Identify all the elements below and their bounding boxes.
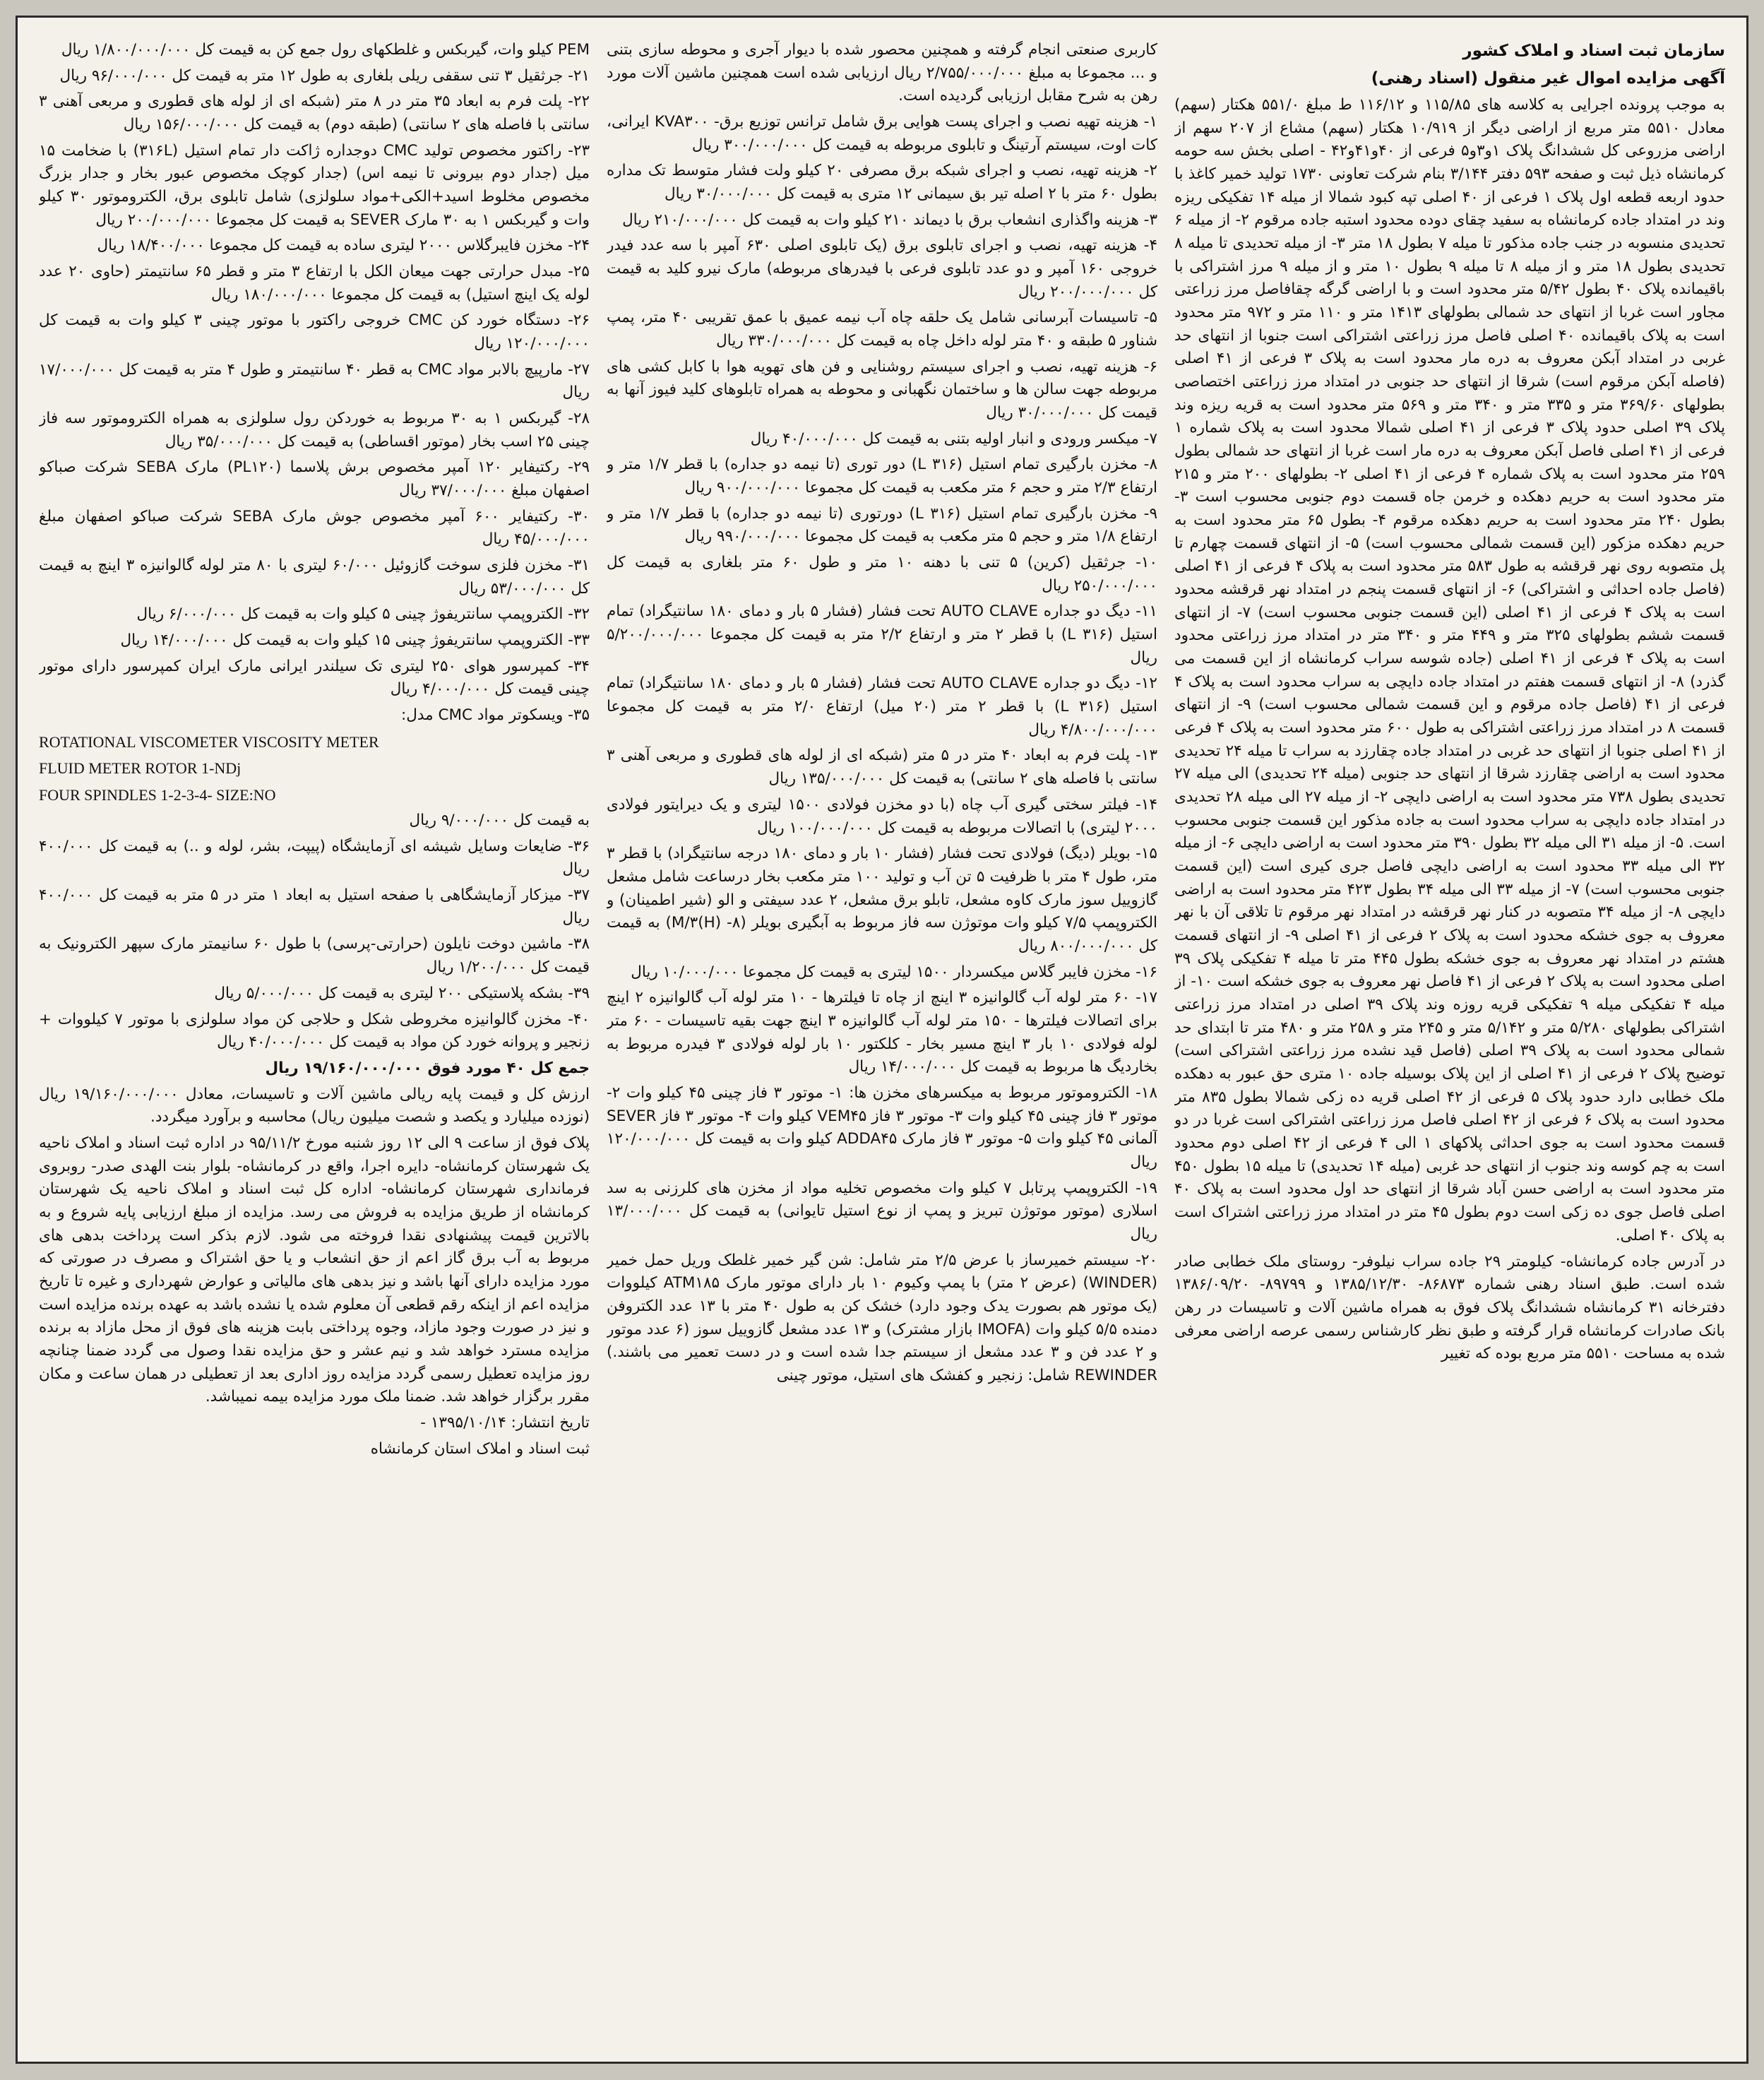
ad-item: ۱۷- ۶۰ متر لوله آب گالوانیزه ۳ اینچ از چاه تا فیلترها - ۱۰ متر لوله آب گالوانیزه ۲ اینچ برای اتصالات فیلترها - ۱۵۰ متر لوله آب گالوانیزه ۳ اینچ جهت بقیه تاسیسات - ۶۰ متر لوله فولادی ۱۰ بار ۳ اینچ مسیر بخار - کلکتور ۱۰ بار لوله فولادی ۳ فیدره مربوط به بخاردیگ ها مربوط به قیمت کل ۱۴/۰۰۰/۰۰۰ ریال bbox=[607, 989, 1157, 1076]
ad-item: ۴- هزینه تهیه، نصب و اجرای تابلوی برق (یک تابلوی اصلی ۶۳۰ آمپر با سه عدد فیدر خروجی ۱۶۰ آمپر و دو عدد تابلوی فرعی با فیدرهای مربوطه) مارک نیرو کلید به قیمت کل ۲۰۰/۰۰۰/۰۰۰ ریال bbox=[607, 237, 1157, 301]
ad-item: ۱۹- الکتروپمپ پرتابل ۷ کیلو وات مخصوص تخلیه مواد از مخزن های کلرزنی به سد اسلاری (موتور موتوژن تبریز و پمپ از نوع استیل تایوانی) به قیمت کل ۱۳/۰۰۰/۰۰۰ ریال bbox=[607, 1179, 1157, 1243]
ad-item: ۱۴- فیلتر سختی گیری آب چاه (با دو مخزن فولادی ۱۵۰۰ لیتری و یک دیرایتور فولادی ۲۰۰۰ لیتری) با اتصالات مربوطه به قیمت کل ۱۰۰/۰۰۰/۰۰۰ ریال bbox=[607, 795, 1157, 837]
ad-item: ۳۱- مخزن فلزی سوخت گازوئیل ۶۰/۰۰۰ لیتری با ۸۰ متر لوله گالوانیزه ۳ اینچ به قیمت کل ۵۳/۰۰۰/۰۰۰ ریال bbox=[39, 557, 590, 598]
ad-item: ۳۸- ماشین دوخت نایلون (حرارتی-پرسی) با طول ۶۰ سانیمتر مارک سپهر الکترونیک به قیمت کل ۱/۲۰۰/۰۰۰ ریال bbox=[39, 935, 590, 977]
ad-item: ۲۲- پلت فرم به ابعاد ۳۵ متر در ۸ متر (شبکه ای از لوله های قطوری و مربعی آهنی ۳ سانتی با فاصله های ۲ سانتی) (طبقه دوم) به قیمت کل ۱۵۶/۰۰۰/۰۰۰ ریال bbox=[39, 93, 590, 134]
ad-title: آگهی مزایده اموال غیر منقول (اسناد رهنی) bbox=[1371, 69, 1725, 88]
org-name: سازمان ثبت اسناد و املاک کشور bbox=[1462, 42, 1725, 60]
viscometer-model: ROTATIONAL VISCOMETER VISCOSITY METER bbox=[39, 732, 379, 751]
ad-item: ۲۷- مارپیچ بالابر مواد CMC به قطر ۴۰ سانتیمتر و طول ۴ متر به قیمت کل ۱۷/۰۰۰/۰۰۰ ریال bbox=[39, 360, 590, 402]
column-right bbox=[1174, 39, 1725, 2040]
auction-terms: ارزش کل و قیمت پایه ریالی ماشین آلات و تاسیسات، معادل ۱۹/۱۶۰/۰۰۰/۰۰۰ ریال (نوزده میلیارد و یکصد و شصت میلیون ریال) محاسبه و برآورد میگردد. bbox=[39, 1085, 590, 1127]
ad-item: PEM کیلو وات، گیربکس و غلطکهای رول جمع کن به قیمت کل ۱/۸۰۰/۰۰۰/۰۰۰ ریال bbox=[61, 41, 590, 59]
ad-item: ۴۰- مخزن گالوانیزه مخروطی شکل و حلاجی کن مواد سلولزی با موتور ۷ کیلووات + زنجیر و پروانه خورد کن مواد به قیمت کل ۴۰/۰۰۰/۰۰۰ ریال bbox=[39, 1010, 590, 1052]
ad-item: ۳۹- بشکه پلاستیکی ۲۰۰ لیتری به قیمت کل ۵/۰۰۰/۰۰۰ ریال bbox=[214, 984, 590, 1002]
ad-item: ۲۰- سیستم خمیرساز با عرض ۲/۵ متر شامل: شن گیر خمیر غلطک وریل حمل خمیر (WINDER) (عرض ۲ متر) با پمپ وکیوم ۱۰ بار دارای موتور مارک ATM۱۸۵ کیلووات (یک موتور هم بصورت یدک وجود دارد) خشک کن به طول ۴۰ متر با ۱۳ عدد الکتروفن دمنده ۵/۵ کیلو وات (IMOFA بازار مشترک) و ۱۳ عدد مشعل گازوییل سوز (۶ عدد موتور و ۲ عدد فن و ۳ عدد مشعل از سیستم جدا شده است و در دست تعمیر می باشند.) REWINDER شامل: زنجیر و کفشک های استیل، موتور چینی bbox=[607, 1251, 1157, 1384]
ad-item: ۹- مخزن بارگیری تمام استیل (۳۱۶ L) دورتوری (تا نیمه دو جداره) با قطر ۱/۷ متر و ارتفاع ۱/۸ متر و حجم ۵ متر مکعب به قیمت کل مجموعا ۹۹۰/۰۰۰/۰۰۰ ریال bbox=[607, 504, 1157, 546]
ad-item: ۵- تاسیسات آبرسانی شامل یک حلقه چاه آب نیمه عمیق با عمق تقریبی ۴۰ متر، پمپ شناور ۵ طبقه و ۴۰ متر لوله داخل چاه به قیمت کل ۳۳۰/۰۰۰/۰۰۰ ریال bbox=[607, 309, 1157, 350]
ad-item: ۳۲- الکتروپمپ سانتریفوژ چینی ۵ کیلو وات به قیمت کل ۶/۰۰۰/۰۰۰ ریال bbox=[136, 605, 590, 624]
viscometer-model: FLUID METER ROTOR 1-NDj bbox=[39, 759, 242, 778]
ad-item: ۱۰- جرثقیل (کرین) ۵ تنی با دهنه ۱۰ متر و طول ۶۰ متر بلغاری به قیمت کل ۲۵۰/۰۰۰/۰۰۰ ریال bbox=[607, 554, 1157, 595]
newspaper-page bbox=[16, 16, 1748, 2064]
ad-item: ۲۹- رکتیفایر ۱۲۰ آمپر مخصوص برش پلاسما (PL۱۲۰) مارک SEBA شرکت صباکو اصفهان مبلغ ۳۷/۰۰۰/۰۰۰ ریال bbox=[39, 458, 590, 500]
viscometer-model: FOUR SPINDLES 1-2-3-4- SIZE:NO bbox=[39, 785, 276, 804]
ad-item: کاربری صنعتی انجام گرفته و همچنین محصور شده با دیوار آجری و محوطه سازی بتنی و ... مجموعا به مبلغ ۲/۷۵۵/۰۰۰/۰۰۰ ریال ارزیابی شده است همچنین ماشین آلات مورد رهن به شرح مقابل ارزیابی گردیده است. bbox=[607, 41, 1157, 105]
ad-item: ۳۳- الکتروپمپ سانتریفوژ چینی ۱۵ کیلو وات به قیمت کل ۱۴/۰۰۰/۰۰۰ ریال bbox=[120, 631, 590, 650]
ad-item: ۲۶- دستگاه خورد کن CMC خروجی راکتور با موتور چینی ۳ کیلو وات به قیمت کل ۱۲۰/۰۰۰/۰۰۰ ریال bbox=[39, 311, 590, 353]
ad-item: ۱۸- الکتروموتور مربوط به میکسرهای مخزن ها: ۱- موتور ۳ فاز چینی ۴۵ کیلو وات ۲- موتور ۳ فاز چینی ۴۵ کیلو وات ۳- موتور ۳ فاز VEM۴۵ کیلو وات ۴- موتور ۳ فاز SEVER آلمانی ۴۵ کیلو وات ۵- موتور ۳ فاز مارک ADDA۴۵ کیلو وات به قیمت کل ۱۲۰/۰۰۰/۰۰۰ ریال bbox=[607, 1083, 1157, 1171]
ad-item: ۲۳- راکتور مخصوص تولید CMC دوجداره ژاکت دار تمام استیل (۳۱۶L) با ضخامت ۱۵ میل (جدار دوم بیرونی تا نیمه اس) (جدار کوچک مخصوص عبور بخار و جدار بزرگ مخصوص مخلوط اسید+الکی+مواد سلولزی) شامل تابلوی برق، الکتروموتور ۳۰ کیلو وات و گیربکس ۱ به ۳۰ مارک SEVER به قیمت کل مجموعا ۲۰۰/۰۰۰/۰۰۰ ریال bbox=[39, 141, 590, 229]
ad-columns bbox=[39, 39, 1725, 2040]
ad-item: ۱۲- دیگ دو جداره AUTO CLAVE تحت فشار (فشار ۵ بار و دمای ۱۸۰ سانتیگراد) تمام استیل (۳۱۶ L) با قطر ۲ متر (۲۰ میل) ارتفاع ۲/۰ متر به قیمت کل مجموعا ۴/۸۰۰/۰۰۰/۰۰۰ ریال bbox=[607, 674, 1157, 739]
ad-item: ۳۷- میزکار آزمایشگاهی با صفحه استیل به ابعاد ۱ متر در ۵ متر به قیمت کل ۴۰۰/۰۰۰ ریال bbox=[39, 886, 590, 927]
property-description: به موجب پرونده اجرایی به کلاسه های ۱۱۵/۸۵ و ۱۱۶/۱۲ ط مبلغ ۵۵۱/۰ هکتار (سهم) معادل ۵۵۱۰ متر مربع از اراضی دیگر از ۱۰/۹۱۹ هکتار (سهم) مشاع از ۲۰۷ سهم از اراضی مزروعی کل ششدانگ پلاک ۱و۳و۵ فرعی از ۴۰و۴۱و۴۲ - اصلی بخش سه حومه کرمانشاه ذیل ثبت و صفحه ۵۹۳ دفتر ۳/۱۴۴ بنام شرکت تعاونی ۱۷۳۰ تولید خمیر کاغذ با حدود اربعه قطعه اول پلاک ۱ فرعی از ۴۰ اصلی تپه کبود شمالا از میله ۱۴ تفکیکی ریزه وند در امتداد جاده کرمانشاه به سفید چقای دوده محدود استبه جاده مرقوم ۲- از میله ۶ تحدیدی منسوبه در جنب جاده مذکور تا میله ۷ بطول ۱۸ متر ۳- از میله تحدیدی تا میله ۸ تحدیدی بطول ۱۸ متر و از میله ۸ تا میله ۹ بطول ۱۰ متر و از میله ۹ مرز اشتراکی با باقیمانده پلاک ۴۰ بطول ۵/۴۲ متر محدود است و با اراضی گرگه چقافاصل مرز زراعتی مجاور است غربا از انتهای حد شمالی بطولهای ۱۴۱۳ متر و ۱۱۰ متر و ۹۷۲ متر محدود است به پلاک باقیمانده ۴۰ اصلی فاصل مرز زراعتی اشتراکی است جنوبا از انتهای حد غربی در امتداد آبکن معروف به دره مار محدود است به پلاک ۳ فرعی از ۴۱ اصلی (فاصله آبکن مرقوم است) شرقا از انتهای حد جنوبی در امتداد مرز زراعتی اختصاصی بطولهای ۳۶۹/۶۰ متر و ۳۳۵ متر و ۳۴۰ متر و ۵۶۹ متر محدود است به قریه ریزه وند پلاک ۳۹ اصلی حدود پلاک ۳ فرعی از ۴۱ اصلی شمالا محدود است به پلاک شماره ۱ فرعی از ۴۱ اصلی فاصل آبکن معروف به دره مار است غربا از انتهای حد شمالی بطول ۲۵۹ متر محدود است به پلاک شماره ۴ فرعی از ۴۱ اصلی ۲- بطولهای ۲۰۰ متر و ۲۱۵ متر محدود است به حریم دهکده و خرمن جاه قسمت دوم جنوبی محسوب است ۳- بطول ۲۴۰ متر محدود است به حریم دهکده مرقوم ۴- بطول ۶۵ متر محدود است به حریم دهکده مزکور (این قسمت شمالی محسوب است) ۵- از انتهای قسمت چهارم تا پل متصوبه روی نهر قرقشه به طول ۵۸۳ متر محدود است به پلاک ۴ فرعی از ۴۱ اصلی (فاصل جاده احداثی و اشتراکی) ۶- از انتهای قسمت پنجم در امتداد نهر قرقشه محدود است به پلاک ۴ فرعی از ۴۱ اصلی (این قسمت جنوبی محسوب است) ۷- از انتهای قسمت ششم بطولهای ۳۲۵ متر و ۴۴۹ متر و ۳۴۰ متر در امتداد مرز زراعتی محدود است به پلاک ۴ فرعی از ۴۱ اصلی (جاده شوسه سراب کرمانشاه از این قسمت می گذرد) ۸- از انتهای قسمت هفتم در امتداد جاده دایچی به سراب محدود است به پلاک ۴ فرعی از ۴۱ (فاصل جاده مرقوم و این قسمت شمالی محسوب است) ۹- از انتهای قسمت ۸ در امتداد مرز زراعتی اشتراکی به طول ۶۰۰ متر محدود است به پلاک ۴ فرعی از ۴۱ اصلی جنوبا از انتهای حد غربی در امتداد جاده چقارزد به سراب تا میله ۲۴ تحدیدی محدود است به اراضی چقارزد شرقا از انتهای حد جنوبی (میله ۲۴ تحدیدی) الی میله ۲۷ تحدیدی بطول ۷۳۸ متر محدود است به اراضی دایچی ۲- از میله ۲۷ الی میله ۲۸ تحدیدی در امتداد جاده دایچی به سراب محدود است به جاده مذکور این قسمت جنوبی محسوب است. ۵- از میله ۳۱ الی میله ۳۲ بطول ۳۹۰ متر محدود است به اراضی دایچی ۶- از میله ۳۲ الی میله ۳۳ محدود است به اراضی دایچی فاصل جری کیری است (این قسمت جنوبی محسوب است) ۷- از میله ۳۳ الی میله ۳۴ بطول ۴۲۳ متر محدود است به اراضی دایچی ۸- از میله ۳۴ متصوبه در کنار نهر قرقشه در امتداد نهر مرقوم تا تلاقی آن با نهر معروف به جوی خشکه محدود است به پلاک ۲ فرعی از ۴۱ اصلی ۹- از انتهای قسمت هشتم در امتداد نهر معروف به جوی خشکه بطول ۴۴۵ متر تا میله ۴ تفکیکی پلاک ۳۹ اصلی محدود است به پلاک ۲ فرعی از ۴۱ فاصل نهر معروف به جوی خشکه است ۱۰- از میله ۴ تفکیکی میله ۹ تفکیکی قریه روزه وند پلاک ۳۹ اصلی در امتداد مرز زراعتی اشتراکی بطولهای ۵/۲۸۰ متر و ۵/۱۴۲ متر و ۲۴۵ متر و ۲۵۸ متر و ۴۸۰ متر تا ابتدای حد شمالی محدود است به پلاک ۳۹ اصلی (فاصل قید نشده مرز زراعتی اشتراکی است) توضیح پلاک ۲ فرعی از ۴۱ اصلی از این پلاک بوسیله جاده ۱۰ متری حق عبور به دهکده ملک خطابی دارد حدود پلاک ۵ فرعی از ۴۲ اصلی قریه ده زکی شمالا بطول ۸۳۵ متر محدود است به پلاک ۶ فرعی از ۴۲ اصلی فاصل مرز زراعتی اشتراکی است غربا در دو قسمت محدود است به جوی احداثی پلاکهای ۱ الی ۴ فرعی از ۴۲ اصلی دوم محدود است به چم کوسه وند جنوب از انتهای حد غربی (میله ۱۴ تحدیدی) تا میله ۱۵ بطول ۴۵۰ متر محدود است به اراضی حسن آباد شرقا از انتهای حد اول محدود است به پلاک ۴۰ اصلی فاصل جوی ده زکی است دوم بطول ۴۵ متر در امتداد مرز زراعتی اشتراک است به پلاک ۴۰ اصلی. bbox=[1174, 95, 1725, 1244]
column-left bbox=[39, 39, 590, 2040]
ad-item: ۳۴- کمپرسور هوای ۲۵۰ لیتری تک سیلندر ایرانی مارک ایران کمپرسور دارای موتور چینی قیمت کل ۴/۰۰۰/۰۰۰ ریال bbox=[39, 657, 590, 699]
ad-item: ۳- هزینه واگذاری انشعاب برق با دیماند ۲۱۰ کیلو وات به قیمت کل ۲۱۰/۰۰۰/۰۰۰ ریال bbox=[622, 210, 1157, 229]
ad-item: ۲۵- مبدل حرارتی جهت میعان الکل با ارتفاع ۳ متر و قطر ۶۵ سانتیمتر (حاوی ۲۰ عدد لوله یک اینچ استیل) به قیمت کل مجموعا ۱۸۰/۰۰۰/۰۰۰ ریال bbox=[39, 263, 590, 304]
auction-terms: پلاک فوق از ساعت ۹ الی ۱۲ روز شنبه مورخ ۹۵/۱۱/۲ در اداره ثبت اسناد و املاک ناحیه یک شهرستان کرمانشاه- دایره اجرا، واقع در کرمانشاه- بلوار بنت الهدی صدر- روبروی فرمانداری شهرستان کرمانشاه- اداره کل ثبت اسناد و املاک ناحیه یک شهرستان کرمانشاه از طریق مزایده به فروش می رسد. مزایده از مبلغ ارزیابی پایه شروع و به بالاترین قیمت پیشنهادی نقدا فروخته می شود. لازم بذکر است پرداخت بدهی های مربوط به آب برق گاز اعم از حق انشعاب و یا حق اشتراک و مصرف در صورتی که مورد مزایده دارای آنها باشد و نیز بدهی های مالیاتی و عوارض شهرداری و غیره تا تاریخ مزایده اعم از اینکه رقم قطعی آن معلوم شده یا نشده باشد به عهده برنده مزایده است و نیز در صورت وجود مازاد، وجوه پرداختی بابت هزینه های فوق از محل مازاد به برنده مزایده مسترد خواهد شد و نیم عشر و حق مزایده نقدا وصول می گردد ضمنا چنانچه روز مزایده تعطیل رسمی گردد مزایده روز اداری بعد از تعطیلی در همان ساعت و مکان مقرر برگزار خواهد شد. ضمنا ملک مورد مزایده بیمه نمیباشد. bbox=[39, 1134, 590, 1406]
ad-item: ۱۵- بویلر (دیگ) فولادی تحت فشار (فشار ۱۰ بار و دمای ۱۸۰ درجه سانتیگراد) با قطر ۳ متر، طول ۴ متر با ظرفیت ۵ تن آب و تولید ۱۰۰ متر مکعب بخار درساعت شامل مشعل گازوییل سوز مارک کاوه مشعل، تابلو برق مشعل، ۲ عدد سیفتی و الو (شیر اطمینان) و الکتروپمپ ۷/۵ کیلو وات موتوژن سه فاز مربوط به آبگیری بویلر (۸- (H)M/۳) به قیمت کل ۸۰۰/۰۰۰/۰۰۰ ریال bbox=[607, 845, 1157, 955]
property-address: در آدرس جاده کرمانشاه- کیلومتر ۲۹ جاده سراب نیلوفر- روستای ملک خطابی صادر شده است. طبق اسناد رهنی شماره ۸۶۸۷۳- ۱۳۸۵/۱۲/۳۰ و ۸۹۷۹۹- ۱۳۸۶/۰۹/۲۰ دفترخانه ۳۱ کرمانشاه ششدانگ پلاک فوق به همراه ماشین آلات و تاسیسات در رهن بانک صادرات کرمانشاه قرار گرفته و طبق نظر کارشناس رسمی عرصه اراضی معرفی شده به مساحت ۵۵۱۰ متر مربع بوده که تغییر bbox=[1174, 1252, 1725, 1363]
ad-item: ۳۰- رکتیفایر ۶۰۰ آمپر مخصوص جوش مارک SEBA شرکت صباکو اصفهان مبلغ ۴۵/۰۰۰/۰۰۰ ریال bbox=[39, 507, 590, 549]
auction-terms: تاریخ انتشار: ۱۳۹۵/۱۰/۱۴ - bbox=[420, 1413, 590, 1432]
ad-item: ۳۵- ویسکوتر مواد CMC مدل: bbox=[400, 706, 590, 725]
ad-item: ۱۶- مخزن فایبر گلاس میکسردار ۱۵۰۰ لیتری به قیمت کل مجموعا ۱۰/۰۰۰/۰۰۰ ریال bbox=[631, 963, 1157, 981]
ad-item: به قیمت کل ۹/۰۰۰/۰۰۰ ریال bbox=[409, 812, 590, 830]
ad-item: ۲۱- جرثقیل ۳ تنی سقفی ریلی بلغاری به طول ۱۲ متر به قیمت کل ۹۶/۰۰۰/۰۰۰ ریال bbox=[59, 66, 590, 85]
ad-item: ۱- هزینه تهیه نصب و اجرای پست هوایی برق شامل ترانس توزیع برق- KVA۳۰۰ ایرانی، کات اوت، سیستم آرتینگ و تابلوی مربوطه به قیمت کل ۳۰۰/۰۰۰/۰۰۰ ریال bbox=[607, 113, 1157, 154]
grand-total: جمع کل ۴۰ مورد فوق ۱۹/۱۶۰/۰۰۰/۰۰۰ ریال bbox=[265, 1059, 590, 1077]
ad-item: ۲۸- گیربکس ۱ به ۳۰ مربوط به خوردکن رول سلولزی به همراه الکتروموتور سه فاز چینی ۲۵ اسب بخار (موتور اقساطی) به قیمت کل ۳۵/۰۰۰/۰۰۰ ریال bbox=[39, 410, 590, 451]
ad-item: ۷- میکسر ورودی و انبار اولیه بتنی به قیمت کل ۴۰/۰۰۰/۰۰۰ ریال bbox=[750, 429, 1157, 448]
ad-item: ۲- هزینه تهیه، نصب و اجرای شبکه برق مصرفی ۲۰ کیلو ولت فشار متوسط تک مداره بطول ۶۰ متر با ۲ اصله تیر بق سیمانی ۱۲ متری به قیمت کل ۳۰/۰۰۰/۰۰۰ ریال bbox=[607, 162, 1157, 203]
column-middle bbox=[607, 39, 1157, 2040]
ad-item: ۶- هزینه تهیه، نصب و اجرای سیستم روشنایی و فن های تهویه هوا با کابل کشی های مربوطه جهت سالن ها و ساختمان نگهبانی و محوطه به همراه تابلوهای کلید فیوز آنها به قیمت کل ۳۰/۰۰۰/۰۰۰ ریال bbox=[607, 357, 1157, 422]
ad-item: ۱۳- پلت فرم به ابعاد ۴۰ متر در ۵ متر (شبکه ای از لوله های قطوری و مربعی آهنی ۳ سانتی با فاصله های ۲ سانتی) به قیمت کل ۱۳۵/۰۰۰/۰۰۰ ریال bbox=[607, 747, 1157, 788]
ad-item: ۸- مخزن بارگیری تمام استیل (۳۱۶ L) دور توری (تا نیمه دو جداره) با قطر ۱/۷ متر و ارتفاع ۲/۳ متر و حجم ۶ متر مکعب به قیمت کل مجموعا ۹۰۰/۰۰۰/۰۰۰ ریال bbox=[607, 456, 1157, 497]
ad-item: ۳۶- ضایعات وسایل شیشه ای آزمایشگاه (پیپت، بشر، لوله و ..) به قیمت کل ۴۰۰/۰۰۰ ریال bbox=[39, 837, 590, 879]
ad-item: ۲۴- مخزن فایبرگلاس ۲۰۰۰ لیتری ساده به قیمت کل مجموعا ۱۸/۴۰۰/۰۰۰ ریال bbox=[97, 237, 590, 255]
auction-terms: ثبت اسناد و املاک استان کرمانشاه bbox=[370, 1439, 590, 1458]
ad-item: ۱۱- دیگ دو جداره AUTO CLAVE تحت فشار (فشار ۵ بار و دمای ۱۸۰ سانتیگراد) تمام استیل (۳۱۶ L) با قطر ۲ متر و ارتفاع ۲/۲ متر به قیمت کل مجموعا ۵/۲۰۰/۰۰۰/۰۰۰ ریال bbox=[607, 602, 1157, 667]
